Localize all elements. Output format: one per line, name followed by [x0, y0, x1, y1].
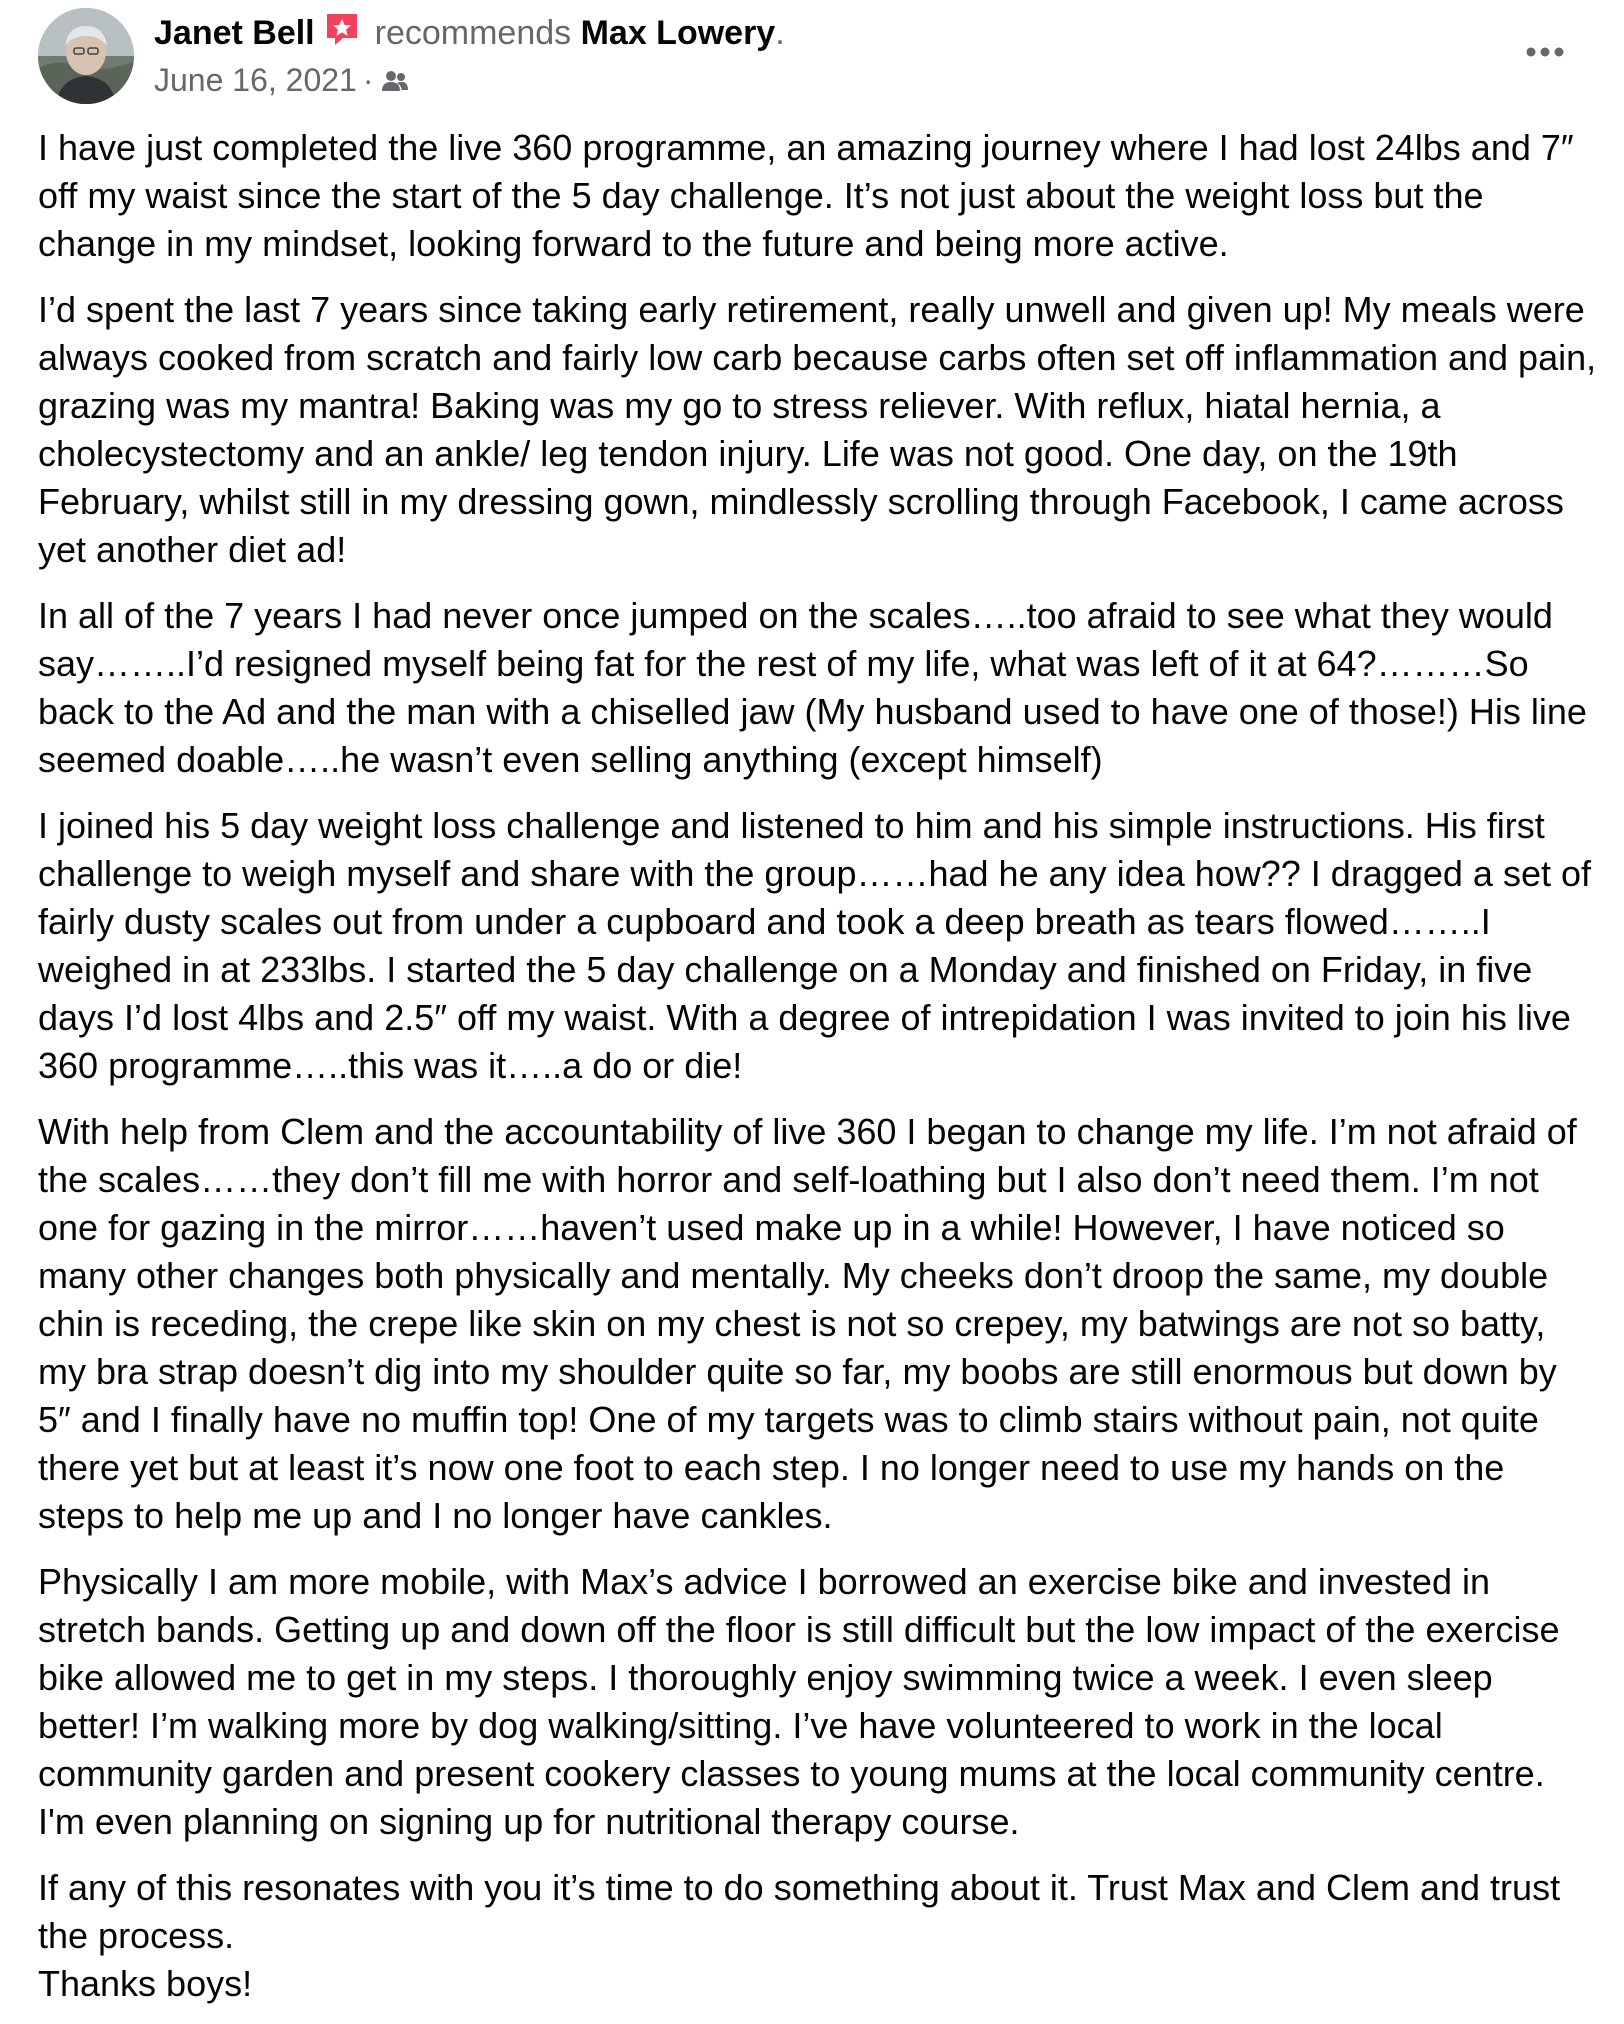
avatar-photo: [38, 8, 134, 104]
post-header: [0, 0, 1624, 110]
avatar[interactable]: [38, 8, 134, 104]
post-paragraph: I’d spent the last 7 years since taking early retirement, really unwell and given up! My meals were always cooked from scratch and fairly low carb because carbs often set off inflammation and pain, grazing was my mantra! Baking was my go to stress reliever. With reflux, hiatal hernia, a cholecystectomy and an ankle/ leg tendon injury. Life was not good. One day, on the 19th February, whilst still in my dressing gown, mindlessly scrolling through Facebook, I came across yet another diet ad!: [38, 289, 1597, 570]
post-date[interactable]: June 16, 2021: [154, 62, 357, 98]
recommended-page-link[interactable]: Max Lowery: [580, 14, 776, 52]
post-paragraph: In all of the 7 years I had never once jumped on the scales…..too afraid to see what they would say……..I’d resigned myself being fat for the rest of my life, what was left of it at 64?………So back to the Ad and the man with a chiselled jaw (My husband used to have one of those!) His line seemed doable…..he wasn’t even selling anything (except himself): [38, 595, 1587, 780]
post-title-line: [154, 10, 785, 55]
recommends-text: recommends: [374, 14, 572, 52]
post-paragraph: I joined his 5 day weight loss challenge and listened to him and his simple instructions. His first challenge to weigh myself and share with the group……had he any idea how?? I dragged a set of fairly dusty scales out from under a cupboard and took a deep breath as tears flowed……..I weighed in at 233lbs. I started the 5 day challenge on a Monday and finished on Friday, in five days I’d lost 4lbs and 2.5″ off my waist. With a degree of intrepidation I was invited to join his live 360 programme…..this was it…..a do or die!: [38, 805, 1591, 1086]
more-options-icon: [1510, 30, 1580, 74]
recommend-star-icon: [323, 10, 361, 48]
more-options-button[interactable]: [1510, 30, 1580, 74]
title-period: .: [775, 14, 785, 52]
post-paragraph: If any of this resonates with you it’s time to do something about it. Trust Max and Clem and trust the process. Thanks boys!: [38, 1867, 1561, 2004]
post-paragraph: Physically I am more mobile, with Max’s advice I borrowed an exercise bike and invested in stretch bands. Getting up and down off the floor is still difficult but the low impact of the exercise bike allowed me to get in my steps. I thoroughly enjoy swimming twice a week. I even sleep better! I’m walking more by dog walking/sitting. I’ve have volunteered to work in the local community garden and present cookery classes to young mums at the local community centre. I'm even planning on signing up for nutritional therapy course.: [38, 1561, 1560, 1842]
post-body: [38, 124, 1598, 2008]
post-meta: [154, 58, 410, 102]
author-name[interactable]: Janet Bell: [154, 14, 315, 52]
meta-separator: ·: [362, 62, 374, 98]
post-paragraph: With help from Clem and the accountability of live 360 I began to change my life. I’m not afraid of the scales……they don’t fill me with horror and self-loathing but I also don’t need them. I’m not one for gazing in the mirror……haven’t used make up in a while! However, I have noticed so many other changes both physically and mentally. My cheeks don’t droop the same, my double chin is receding, the crepe like skin on my chest is not so crepey, my batwings are not so batty, my bra strap doesn’t dig into my shoulder quite so far, my boobs are still enormous but down by 5″ and I finally have no muffin top! One of my targets was to climb stairs without pain, not quite there yet but at least it’s now one foot to each step. I no longer need to use my hands on the steps to help me up and I no longer have cankles.: [38, 1111, 1577, 1536]
post-paragraph: I have just completed the live 360 programme, an amazing journey where I had lost 24lbs and 7″ off my waist since the start of the 5 day challenge. It’s not just about the weight loss but the change in my mindset, looking forward to the future and being more active.: [38, 127, 1574, 264]
friends-icon[interactable]: [380, 63, 410, 93]
